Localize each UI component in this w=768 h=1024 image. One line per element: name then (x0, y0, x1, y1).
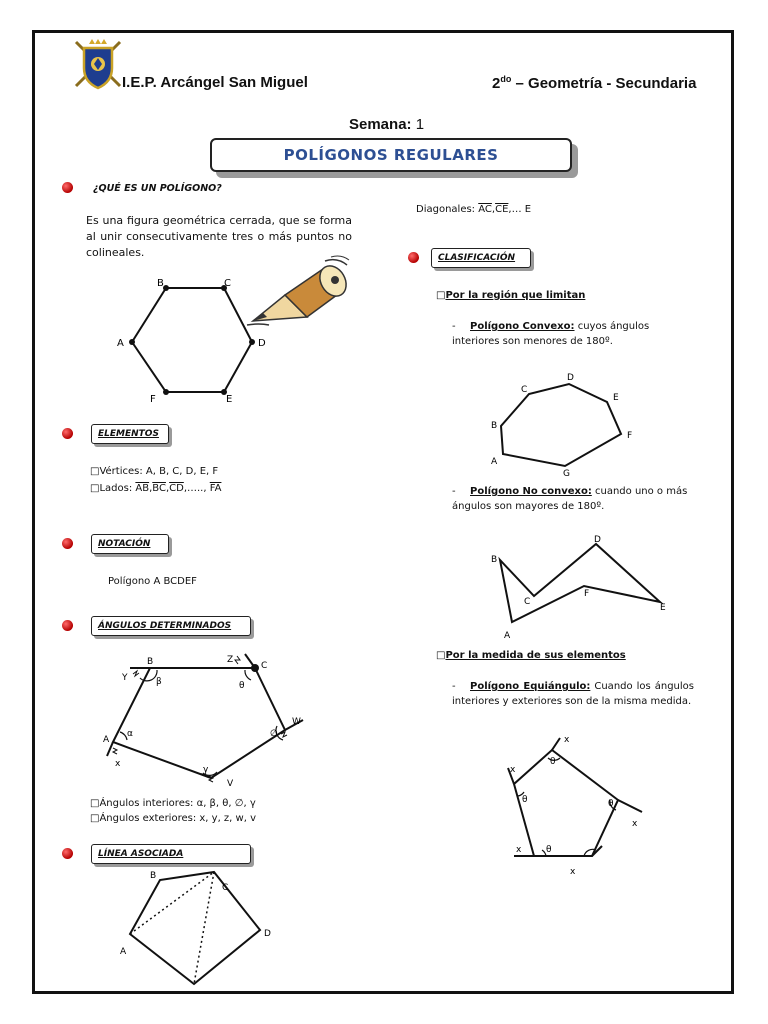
svg-text:x: x (115, 759, 121, 769)
vertex-label-e: E (226, 394, 233, 405)
lados-ellipsis: ,….., (183, 483, 207, 494)
convex-polygon-figure (485, 370, 645, 480)
svg-text:θ: θ (239, 681, 245, 691)
grade-number: 2 (492, 75, 501, 92)
checkbox-icon: □ (90, 483, 100, 494)
clasificacion-tag (431, 248, 531, 268)
no-convexo-name: Polígono No convexo: (470, 486, 592, 497)
svg-text:θ: θ (608, 799, 614, 809)
vertices-text: Vértices: A, B, C, D, E, F (99, 466, 219, 477)
medida-title: Por la medida de sus elementos (445, 650, 626, 661)
svg-text:∅: ∅ (270, 729, 278, 739)
elementos-tag-label: ELEMENTOS (91, 424, 169, 444)
svg-text:Z: Z (227, 655, 234, 665)
region-title: Por la región que limitan (445, 290, 586, 301)
angulos-tag (91, 616, 251, 636)
page-title: POLÍGONOS REGULARES (210, 138, 572, 172)
convexo-paragraph (452, 319, 694, 349)
linea-tag-label: LÍNEA ASOCIADA (91, 844, 251, 864)
equiangulo-name: Polígono Equiángulo: (470, 681, 591, 692)
pencil-illustration (245, 255, 355, 330)
svg-text:α: α (127, 729, 133, 739)
svg-text:x: x (510, 765, 516, 775)
course-name: – Geometría - Secundaria (511, 75, 697, 92)
svg-text:W: W (292, 717, 301, 727)
svg-text:γ: γ (203, 765, 209, 775)
svg-text:A: A (120, 947, 127, 957)
svg-text:B: B (147, 657, 154, 667)
nonconvex-polygon-figure (488, 530, 678, 642)
segment-fa: $\overline{FA}$ (209, 483, 222, 494)
svg-text:θ: θ (546, 845, 552, 855)
bullet-icon (408, 252, 419, 263)
notacion-text: Polígono A BCDEF (108, 576, 197, 587)
dash: - (452, 486, 456, 497)
svg-text:x: x (632, 819, 638, 829)
no-convexo-text: cuando uno o más ángulos son mayores de 180º. (452, 486, 688, 512)
grade-suffix: do (500, 74, 512, 84)
svg-text:D: D (594, 535, 601, 545)
svg-text:C: C (521, 385, 528, 395)
polygon-definition: Es una figura geométrica cerrada, que se forma al unir consecutivamente tres o más puntos no colineales. (86, 214, 352, 259)
interior-angles-line (90, 796, 256, 811)
svg-text:x: x (570, 867, 576, 877)
exterior-angles-text: Ángulos exteriores: x, y, z, w, v (99, 813, 256, 824)
equiangulo-text: Cuando los ángulos interiores y exteriores son de la misma medida. (452, 681, 694, 707)
week-line (349, 116, 424, 133)
equiangular-polygon-figure (500, 728, 660, 878)
svg-text:D: D (264, 929, 271, 939)
segment-ab: $\overline{AB}$ (135, 483, 150, 494)
diagonales-tail: ,… E (508, 204, 532, 215)
convexo-text: cuyos ángulos interiores son menores de 180º. (452, 321, 650, 347)
vertices-line (90, 464, 218, 479)
checkbox-icon: □ (90, 466, 100, 477)
checkbox-icon: □ (436, 290, 446, 301)
dash: - (452, 681, 456, 692)
checkbox-icon: □ (436, 650, 446, 661)
svg-text:C: C (222, 883, 229, 893)
vertex-label-a: A (117, 338, 124, 349)
associated-line-figure (110, 866, 280, 991)
svg-text:C: C (261, 661, 268, 671)
svg-text:F: F (584, 589, 590, 599)
svg-text:D: D (567, 373, 574, 383)
convexo-name: Polígono Convexo: (470, 321, 575, 332)
clasificacion-tag-label: CLASIFICACIÓN (431, 248, 531, 268)
svg-text:B: B (150, 871, 157, 881)
interior-angles-text: Ángulos interiores: α, β, θ, ∅, γ (99, 798, 256, 809)
lados-label: Lados: (99, 483, 133, 494)
vertex-label-d: D (258, 338, 266, 349)
school-crest-logo (72, 38, 124, 90)
segment-cd: $\overline{CD}$ (169, 483, 184, 494)
linea-tag (91, 844, 251, 864)
svg-text:F: F (627, 431, 633, 441)
bullet-icon (62, 538, 73, 549)
svg-text:E: E (613, 393, 619, 403)
svg-text:x: x (564, 735, 570, 745)
diagonal-ac: $\overline{AC}$ (478, 204, 492, 215)
title-banner (210, 138, 572, 172)
svg-text:C: C (524, 597, 531, 607)
checkbox-icon: □ (90, 798, 100, 809)
course-info (492, 74, 696, 92)
school-name: I.E.P. Arcángel San Miguel (122, 74, 308, 91)
dash: - (452, 321, 456, 332)
vertex-label-b: B (157, 278, 164, 289)
diagonales-line: Diagonales: $\overline{AC},\overline{CE},\dots$ E (416, 204, 532, 215)
region-heading (436, 290, 585, 301)
svg-text:E: E (660, 603, 666, 613)
diagonal-ce: $\overline{CE}$ (495, 204, 509, 215)
svg-text:A: A (504, 631, 511, 641)
lados-line: □Lados: $\overline{AB},\overline{BC},\overline{CD},\dots$.., $\overline{FA}$ (90, 483, 222, 494)
equiangulo-paragraph (452, 679, 694, 709)
svg-text:B: B (491, 421, 498, 431)
svg-text:B: B (491, 555, 498, 565)
bullet-icon (62, 848, 73, 859)
notacion-tag-label: NOTACIÓN (91, 534, 169, 554)
no-convexo-paragraph (452, 484, 694, 514)
week-number: 1 (415, 116, 425, 133)
medida-heading (436, 650, 626, 661)
svg-text:G: G (563, 469, 570, 479)
exterior-angles-line (90, 811, 256, 826)
angulos-tag-label: ÁNGULOS DETERMINADOS (91, 616, 251, 636)
week-label: Semana: (349, 116, 412, 133)
vertex-label-c: C (224, 278, 231, 289)
diagonales-label: Diagonales: (416, 204, 476, 215)
notacion-tag (91, 534, 169, 554)
elementos-tag (91, 424, 169, 444)
svg-text:β: β (156, 677, 162, 687)
svg-text:θ: θ (550, 757, 556, 767)
svg-text:θ: θ (522, 795, 528, 805)
svg-text:Y: Y (122, 673, 128, 683)
segment-bc: $\overline{BC}$ (152, 483, 166, 494)
checkbox-icon: □ (90, 813, 100, 824)
angles-figure (95, 648, 315, 798)
bullet-icon (62, 182, 73, 193)
question-heading: ¿QUÉ ES UN POLÍGONO? (93, 183, 222, 194)
svg-text:A: A (103, 735, 110, 745)
svg-text:x: x (516, 845, 522, 855)
bullet-icon (62, 620, 73, 631)
vertex-label-f: F (150, 394, 156, 405)
svg-text:V: V (227, 779, 234, 789)
svg-text:A: A (491, 457, 498, 467)
bullet-icon (62, 428, 73, 439)
